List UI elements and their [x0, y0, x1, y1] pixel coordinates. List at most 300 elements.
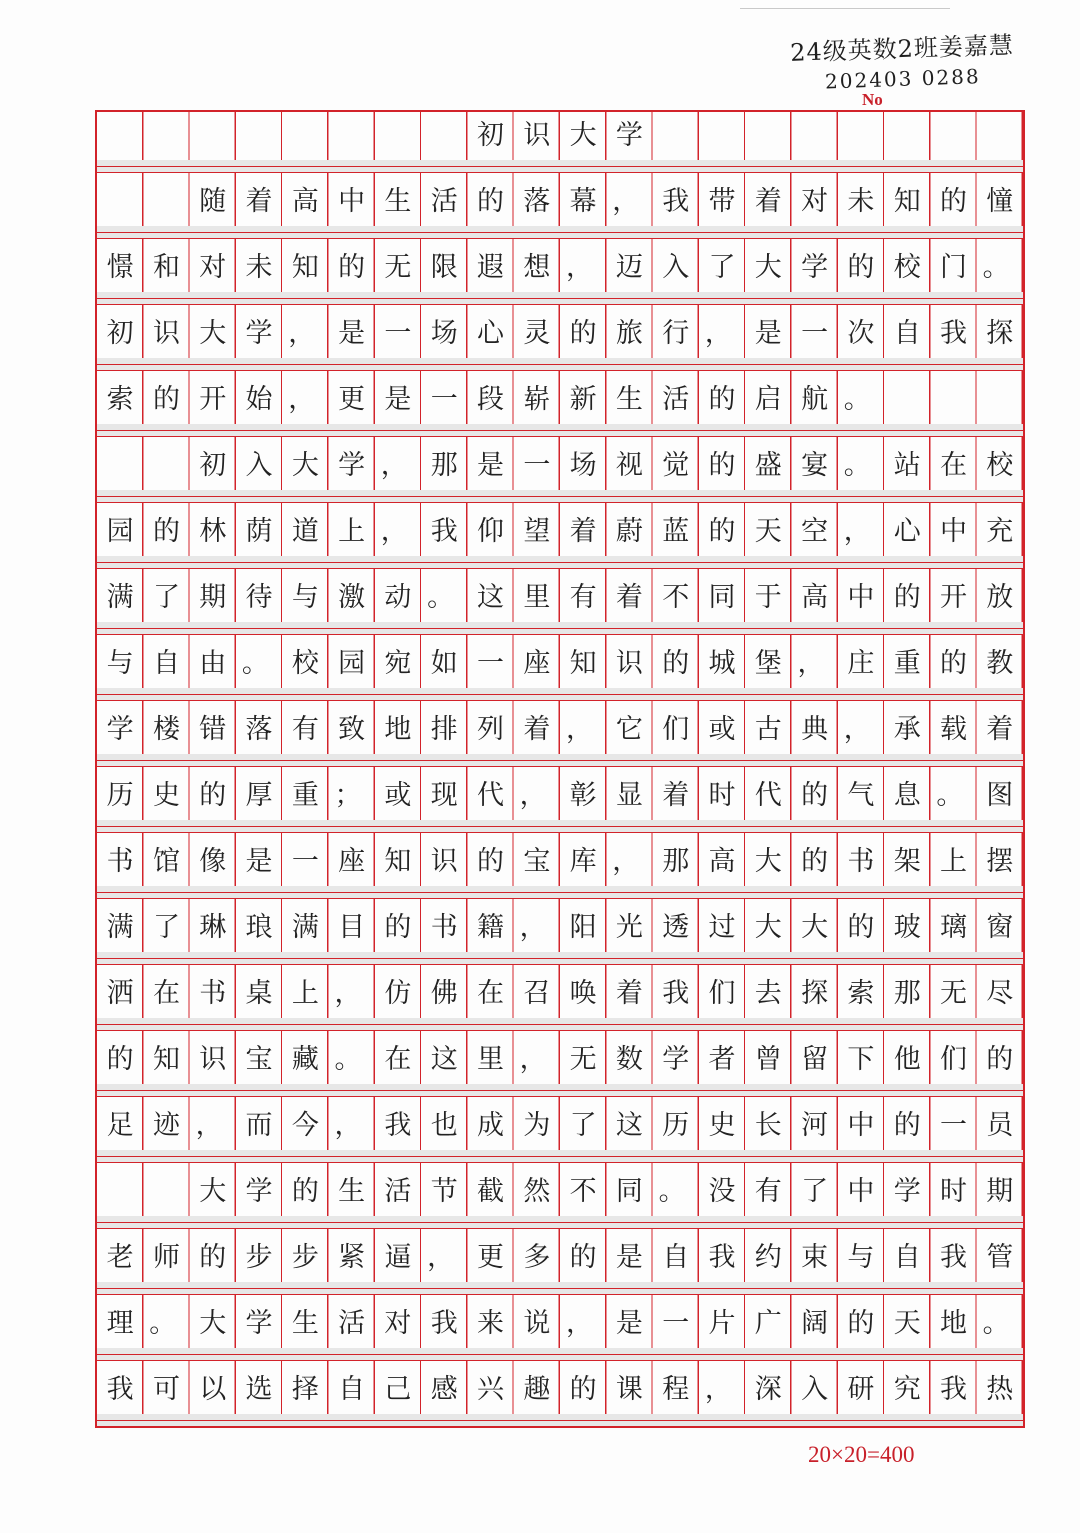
grid-cell: 崭: [523, 384, 551, 415]
grid-cell: 架: [893, 846, 921, 877]
grid-cell: 迹: [152, 1110, 180, 1141]
grid-cell: 去: [754, 978, 782, 1009]
grid-cell: ，: [797, 648, 825, 679]
grid-cell: 桌: [245, 978, 273, 1009]
grid-cell: 天: [754, 516, 782, 547]
grid-cell: 我: [939, 1374, 967, 1405]
grid-cell: 择: [291, 1374, 319, 1405]
grid-cell: 书: [847, 846, 875, 877]
grid-cell: 同: [615, 1176, 643, 1207]
grid-cell: 站: [893, 450, 921, 481]
grid-cell: 教: [986, 648, 1014, 679]
grid-cell: 憬: [106, 252, 134, 283]
grid-cell: 。: [149, 1308, 177, 1339]
grid-cell: 古: [754, 714, 782, 745]
grid-cell: 无: [384, 252, 412, 283]
grid-cell: 心: [893, 516, 921, 547]
grid-cell: 然: [523, 1176, 551, 1207]
grid-cell: 多: [523, 1242, 551, 1273]
grid-cell: 一: [430, 384, 458, 415]
grid-cell: 由: [199, 648, 227, 679]
grid-cell: 这: [430, 1044, 458, 1075]
grid-cell: 的: [291, 1176, 319, 1207]
grid-cell: [143, 178, 189, 226]
grid-cell: 显: [615, 780, 643, 811]
grid-cell: 的: [986, 1044, 1014, 1075]
grid-cell: 校: [986, 450, 1014, 481]
grid-cell: 学: [338, 450, 366, 481]
grid-cell: 觉: [662, 450, 690, 481]
grid-cell: 满: [291, 912, 319, 943]
grid-cell: 琳: [199, 912, 227, 943]
grid-cell: 道: [291, 516, 319, 547]
grid-cell: 。: [334, 1044, 362, 1075]
grid-cell: 空: [801, 516, 829, 547]
grid-cell: 书: [430, 912, 458, 943]
grid-cell: 代: [754, 780, 782, 811]
grid-cell: 对: [199, 252, 227, 283]
grid-cell: 着: [569, 516, 597, 547]
grid-cell: 理: [106, 1308, 134, 1339]
grid-cell: ，: [704, 318, 732, 349]
grid-cell: 。: [843, 450, 871, 481]
grid-cell: 行: [662, 318, 690, 349]
grid-cell: 于: [754, 582, 782, 613]
grid-cell: 图: [986, 780, 1014, 811]
grid-cell: [375, 112, 421, 160]
grid-cell: 如: [430, 648, 458, 679]
grid-cell: 着: [245, 186, 273, 217]
grid-cell: 没: [708, 1176, 736, 1207]
grid-cell: 玻: [893, 912, 921, 943]
grid-cell: 光: [615, 912, 643, 943]
grid-cell: 。: [658, 1176, 686, 1207]
grid-cell: 成: [477, 1110, 505, 1141]
grid-cell: ，: [334, 978, 362, 1009]
grid-cell: 在: [384, 1044, 412, 1075]
grid-cell: 在: [477, 978, 505, 1009]
grid-cell: 的: [801, 846, 829, 877]
grid-cell: 研: [847, 1374, 875, 1405]
grid-cell: [977, 112, 1023, 160]
grid-cell: 这: [477, 582, 505, 613]
grid-cell: 河: [801, 1110, 829, 1141]
grid-cell: ，: [195, 1110, 223, 1141]
grid-cell: 地: [939, 1308, 967, 1339]
grid-cell: 了: [152, 582, 180, 613]
grid-cell: 高: [801, 582, 829, 613]
grid-cell: 足: [106, 1110, 134, 1141]
grid-cell: 蓝: [662, 516, 690, 547]
grid-cell: 活: [384, 1176, 412, 1207]
grid-cell: 堡: [754, 648, 782, 679]
grid-cell: 历: [106, 780, 134, 811]
grid-cell: 排: [430, 714, 458, 745]
grid-cell: 课: [615, 1374, 643, 1405]
grid-cell: 心: [477, 318, 505, 349]
grid-cell: 落: [523, 186, 551, 217]
grid-cell: 庄: [847, 648, 875, 679]
grid-cell: 目: [338, 912, 366, 943]
grid-cell: 我: [939, 318, 967, 349]
grid-cell: ，: [380, 450, 408, 481]
grid-cell: 识: [523, 120, 551, 151]
grid-cell: 活: [662, 384, 690, 415]
grid-cell: 了: [152, 912, 180, 943]
grid-cell: 大: [754, 252, 782, 283]
grid-cell: 学: [662, 1044, 690, 1075]
grid-cell: 或: [384, 780, 412, 811]
grid-cell: 识: [615, 648, 643, 679]
grid-cell: 宛: [384, 648, 412, 679]
grid-cell: 史: [708, 1110, 736, 1141]
grid-cell: 大: [754, 846, 782, 877]
grid-cell: 的: [801, 780, 829, 811]
grid-cell: 窗: [986, 912, 1014, 943]
grid-cell: 上: [291, 978, 319, 1009]
grid-cell: 洒: [106, 978, 134, 1009]
grid-cell: [930, 112, 976, 160]
grid-cell: 库: [569, 846, 597, 877]
grid-cell: 约: [754, 1242, 782, 1273]
grid-cell: 激: [338, 582, 366, 613]
grid-cell: 宴: [801, 450, 829, 481]
grid-cell: 它: [615, 714, 643, 745]
grid-cell: 校: [291, 648, 319, 679]
grid-cell: 入: [801, 1374, 829, 1405]
grid-cell: 那: [893, 978, 921, 1009]
grid-cell: 阔: [801, 1308, 829, 1339]
grid-cell: 选: [245, 1374, 273, 1405]
grid-cell: 像: [199, 846, 227, 877]
grid-cell: 书: [106, 846, 134, 877]
grid-cell: 初: [477, 120, 505, 151]
grid-cell: 的: [199, 1242, 227, 1273]
grid-cell: 史: [152, 780, 180, 811]
grid-cell: 典: [801, 714, 829, 745]
grid-cell: 学: [893, 1176, 921, 1207]
grid-cell: 老: [106, 1242, 134, 1273]
grid-cell: 自: [893, 1242, 921, 1273]
grid-cell: 充: [986, 516, 1014, 547]
grid-cell: 地: [384, 714, 412, 745]
grid-cell: 着: [615, 582, 643, 613]
grid-cell: 的: [199, 780, 227, 811]
grid-cell: 视: [615, 450, 643, 481]
grid-cell: 己: [384, 1374, 412, 1405]
grid-cell: 带: [708, 186, 736, 217]
grid-cell: 管: [986, 1242, 1014, 1273]
grid-cell: ，: [612, 846, 640, 877]
grid-cell: ，: [288, 384, 316, 415]
grid-cell: [97, 112, 143, 160]
grid-cell: 自: [338, 1374, 366, 1405]
grid-cell: 活: [430, 186, 458, 217]
grid-cell: 上: [338, 516, 366, 547]
grid-cell: 载: [939, 714, 967, 745]
grid-cell: 动: [384, 582, 412, 613]
grid-cell: 一: [523, 450, 551, 481]
grid-cell: 探: [801, 978, 829, 1009]
grid-cell: 里: [523, 582, 551, 613]
grid-cell: 为: [523, 1110, 551, 1141]
grid-cell: [791, 112, 837, 160]
character-grid: [97, 112, 1023, 1426]
student-name-line: 24级英数2班姜嘉慧: [789, 31, 1015, 67]
grid-cell: [699, 112, 745, 160]
grid-cell: 。: [241, 648, 269, 679]
grid-cell: 一: [291, 846, 319, 877]
grid-cell: 可: [152, 1374, 180, 1405]
grid-cell: 未: [245, 252, 273, 283]
grid-cell: 的: [708, 384, 736, 415]
grid-cell: [930, 376, 976, 424]
grid-cell: 灵: [523, 318, 551, 349]
grid-cell: 生: [291, 1308, 319, 1339]
grid-cell: 的: [708, 450, 736, 481]
grid-cell: 那: [430, 450, 458, 481]
grid-cell: 截: [477, 1176, 505, 1207]
grid-cell: 下: [847, 1044, 875, 1075]
grid-cell: 步: [291, 1242, 319, 1273]
grid-cell: 座: [523, 648, 551, 679]
grid-cell: 是: [615, 1308, 643, 1339]
grid-cell: 宝: [245, 1044, 273, 1075]
grid-cell: 承: [893, 714, 921, 745]
grid-cell: ，: [519, 780, 547, 811]
grid-cell: 满: [106, 582, 134, 613]
grid-cell: 宝: [523, 846, 551, 877]
grid-cell: 旅: [615, 318, 643, 349]
grid-cell: 束: [801, 1242, 829, 1273]
grid-cell: 初: [106, 318, 134, 349]
grid-cell: 我: [939, 1242, 967, 1273]
grid-cell: 期: [986, 1176, 1014, 1207]
grid-cell: [745, 112, 791, 160]
grid-cell: 一: [939, 1110, 967, 1141]
grid-cell: 识: [430, 846, 458, 877]
grid-cell: 次: [847, 318, 875, 349]
grid-cell: 的: [893, 1110, 921, 1141]
grid-cell: 。: [982, 252, 1010, 283]
grid-cell: 高: [291, 186, 319, 217]
grid-cell: 的: [939, 186, 967, 217]
grid-cell: 入: [245, 450, 273, 481]
grid-cell: 天: [893, 1308, 921, 1339]
grid-cell: 是: [384, 384, 412, 415]
grid-cell: 的: [569, 1242, 597, 1273]
grid-cell: 自: [152, 648, 180, 679]
grid-cell: 开: [939, 582, 967, 613]
grid-cell: 幕: [569, 186, 597, 217]
grid-cell: ，: [288, 318, 316, 349]
grid-cell: 蔚: [615, 516, 643, 547]
grid-cell: 气: [847, 780, 875, 811]
grid-cell: ，: [565, 1308, 593, 1339]
grid-cell: [884, 112, 930, 160]
grid-cell: 楼: [152, 714, 180, 745]
grid-cell: 园: [338, 648, 366, 679]
grid-cell: ，: [427, 1242, 455, 1273]
grid-cell: 望: [523, 516, 551, 547]
grid-cell: 说: [523, 1308, 551, 1339]
grid-cell: 馆: [152, 846, 180, 877]
grid-cell: 紧: [338, 1242, 366, 1273]
grid-cell: 唤: [569, 978, 597, 1009]
grid-cell: 璃: [939, 912, 967, 943]
composition-paper: [95, 110, 1025, 1428]
grid-cell: 来: [477, 1308, 505, 1339]
grid-cell: 自: [662, 1242, 690, 1273]
grid-cell: 的: [569, 1374, 597, 1405]
grid-cell: 了: [708, 252, 736, 283]
grid-cell: ，: [612, 186, 640, 217]
grid-cell: 也: [430, 1110, 458, 1141]
grid-cell: 知: [291, 252, 319, 283]
grid-cell: 时: [939, 1176, 967, 1207]
grid-cell: 待: [245, 582, 273, 613]
grid-cell: 生: [384, 186, 412, 217]
grid-cell: 列: [477, 714, 505, 745]
grid-cell: 中: [338, 186, 366, 217]
grid-cell: ，: [565, 714, 593, 745]
grid-cell: 时: [708, 780, 736, 811]
grid-cell: 限: [430, 252, 458, 283]
grid-cell: 或: [708, 714, 736, 745]
grid-cell: 新: [569, 384, 597, 415]
grid-cell: 我: [430, 516, 458, 547]
grid-cell: 那: [662, 846, 690, 877]
grid-cell: 的: [569, 318, 597, 349]
grid-cell: 活: [338, 1308, 366, 1339]
grid-cell: 着: [615, 978, 643, 1009]
grid-cell: 留: [801, 1044, 829, 1075]
grid-cell: 我: [662, 186, 690, 217]
grid-cell: 放: [986, 582, 1014, 613]
grid-cell: 大: [199, 318, 227, 349]
grid-cell: 我: [106, 1374, 134, 1405]
grid-cell: 过: [708, 912, 736, 943]
grid-cell: 兴: [477, 1374, 505, 1405]
grid-cell: 们: [662, 714, 690, 745]
grid-cell: 学: [801, 252, 829, 283]
grid-cell: 的: [847, 912, 875, 943]
grid-cell: 大: [569, 120, 597, 151]
grid-cell: 知: [893, 186, 921, 217]
grid-cell: 更: [338, 384, 366, 415]
grid-cell: 仿: [384, 978, 412, 1009]
grid-cell: 生: [615, 384, 643, 415]
grid-cell: 场: [569, 450, 597, 481]
grid-cell: 的: [477, 186, 505, 217]
grid-cell: 识: [152, 318, 180, 349]
grid-cell: 。: [427, 582, 455, 613]
grid-cell: 同: [708, 582, 736, 613]
grid-cell: 未: [847, 186, 875, 217]
grid-cell: [236, 112, 282, 160]
grid-cell: 这: [615, 1110, 643, 1141]
grid-count-label: 20×20=400: [808, 1442, 915, 1467]
grid-cell: 一: [662, 1308, 690, 1339]
grid-cell: ，: [519, 912, 547, 943]
grid-cell: 重: [893, 648, 921, 679]
grid-cell: 们: [939, 1044, 967, 1075]
grid-cell: [143, 442, 189, 490]
grid-cell: 航: [801, 384, 829, 415]
grid-cell: 彰: [569, 780, 597, 811]
grid-cell: 召: [523, 978, 551, 1009]
grid-cell: [328, 112, 374, 160]
grid-cell: [143, 1168, 189, 1216]
grid-cell: 着: [754, 186, 782, 217]
grid-cell: 无: [569, 1044, 597, 1075]
grid-cell: 代: [477, 780, 505, 811]
grid-cell: 。: [843, 384, 871, 415]
grid-cell: 数: [615, 1044, 643, 1075]
grid-cell: 遐: [477, 252, 505, 283]
grid-cell: 以: [199, 1374, 227, 1405]
grid-cell: 是: [338, 318, 366, 349]
grid-cell: 是: [754, 318, 782, 349]
grid-cell: 里: [477, 1044, 505, 1075]
grid-cell: 是: [615, 1242, 643, 1273]
grid-cell: 知: [152, 1044, 180, 1075]
grid-cell: 琅: [245, 912, 273, 943]
grid-cell: 摆: [986, 846, 1014, 877]
grid-cell: 一: [384, 318, 412, 349]
grid-cell: 究: [893, 1374, 921, 1405]
grid-cell: 佛: [430, 978, 458, 1009]
grid-cell: 想: [523, 252, 551, 283]
grid-cell: 有: [569, 582, 597, 613]
grid-cell: 的: [152, 384, 180, 415]
grid-cell: 启: [754, 384, 782, 415]
grid-cell: 师: [152, 1242, 180, 1273]
grid-cell: 和: [152, 252, 180, 283]
grid-cell: [977, 376, 1023, 424]
grid-cell: 上: [939, 846, 967, 877]
grid-cell: 了: [801, 1176, 829, 1207]
grid-cell: 无: [939, 978, 967, 1009]
grid-cell: 大: [199, 1308, 227, 1339]
grid-cell: 场: [430, 318, 458, 349]
grid-cell: 而: [245, 1110, 273, 1141]
grid-cell: 尽: [986, 978, 1014, 1009]
grid-cell: 知: [569, 648, 597, 679]
grid-cell: 生: [338, 1176, 366, 1207]
grid-cell: ，: [565, 252, 593, 283]
grid-cell: 息: [893, 780, 921, 811]
grid-cell: 识: [199, 1044, 227, 1075]
grid-cell: ，: [380, 516, 408, 547]
grid-cell: [653, 112, 699, 160]
grid-cell: 中: [847, 582, 875, 613]
grid-cell: 现: [430, 780, 458, 811]
grid-cell: [97, 1168, 143, 1216]
grid-cell: 索: [106, 384, 134, 415]
grid-cell: ，: [843, 516, 871, 547]
grid-cell: 籍: [477, 912, 505, 943]
grid-cell: 感: [430, 1374, 458, 1405]
grid-cell: 着: [986, 714, 1014, 745]
grid-cell: 大: [199, 1176, 227, 1207]
grid-cell: 门: [939, 252, 967, 283]
grid-cell: 大: [291, 450, 319, 481]
grid-cell: 憧: [986, 186, 1014, 217]
grid-cell: [282, 112, 328, 160]
grid-cell: 的: [708, 516, 736, 547]
grid-cell: 自: [893, 318, 921, 349]
